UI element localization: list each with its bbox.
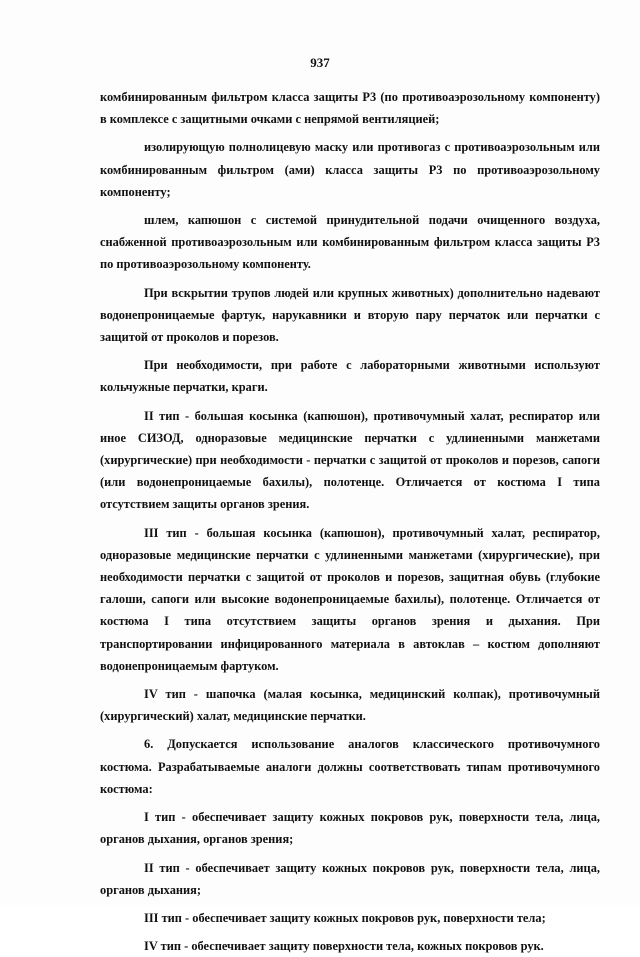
paragraph-type-2: II тип - большая косынка (капюшон), противочумный халат, респиратор или иное СИЗОД, одноразовые медицинские перчатки с удлиненными манжетами (хирургические) при необходимости - перчатки с защитой от проколов и порезов, сапоги (или водонепроницаемые бахилы), полотенце. Отличается от костюма I типа отсутствием защиты органов зрения.: [100, 408, 600, 512]
paragraph-respirator-p3: комбинированным фильтром класса защиты Р3 (по противоаэрозольному компоненту) в комплексе с защитными очками с непрямой вентиляцией;: [100, 90, 600, 127]
paragraph-analog-type-1: I тип - обеспечивает защиту кожных покровов рук, поверхности тела, лица, органов дыхания, органов зрения;: [100, 810, 600, 847]
page-number: 937: [310, 55, 330, 70]
paragraph-full-face-mask: изолирующую полнолицевую маску или противогаз с противоаэрозольным или комбинированным фильтром (ами) класса защиты Р3 по противоаэрозольному компоненту;: [100, 140, 600, 199]
paragraph-autopsy: При вскрытии трупов людей или крупных животных) дополнительно надевают водонепроницаемые фартук, нарукавники и вторую пару перчаток или перчатки с защитой от проколов и порезов.: [100, 285, 600, 345]
paragraph-analog-type-3: III тип - обеспечивает защиту кожных покровов рук, поверхности тела;: [144, 910, 546, 925]
paragraph-type-4: IV тип - шапочка (малая косынка, медицинский колпак), противочумный (хирургический) халат, медицинские перчатки.: [100, 687, 600, 724]
paragraph-analog-type-4: IV тип - обеспечивает защиту поверхности тела, кожных покровов рук.: [144, 939, 544, 954]
paragraph-analog-type-2: II тип - обеспечивает защиту кожных покровов рук, поверхности тела, лица, органов дыхания;: [100, 860, 600, 897]
paragraph-lab-animals: При необходимости, при работе с лабораторными животными используют кольчужные перчатки, краги.: [100, 358, 600, 395]
paragraph-helmet-hood: шлем, капюшон с системой принудительной подачи очищенного воздуха, снабженной противоаэрозольным или комбинированным фильтром класса защиты Р3 по противоаэрозольному компоненту.: [100, 213, 600, 272]
document-body: [100, 86, 600, 957]
paragraph-type-3: III тип - большая косынка (капюшон), противочумный халат, респиратор, одноразовые медицинские перчатки с удлиненными манжетами (хирургические), при необходимости перчатки с защитой от проколов и порезов, защитная обувь (глубокие галоши, сапоги или высокие водонепроницаемые бахилы), полотенце. Отличается от костюма I типа отсутствием защиты органов зрения и дыхания. При транспортировании инфицированного материала в автоклав – костюм дополняют водонепроницаемым фартуком.: [100, 525, 600, 673]
paragraph-analogs: 6. Допускается использование аналогов классического противочумного костюма. Разрабатываемые аналоги должны соответствовать типам противочумного костюма:: [100, 737, 600, 796]
